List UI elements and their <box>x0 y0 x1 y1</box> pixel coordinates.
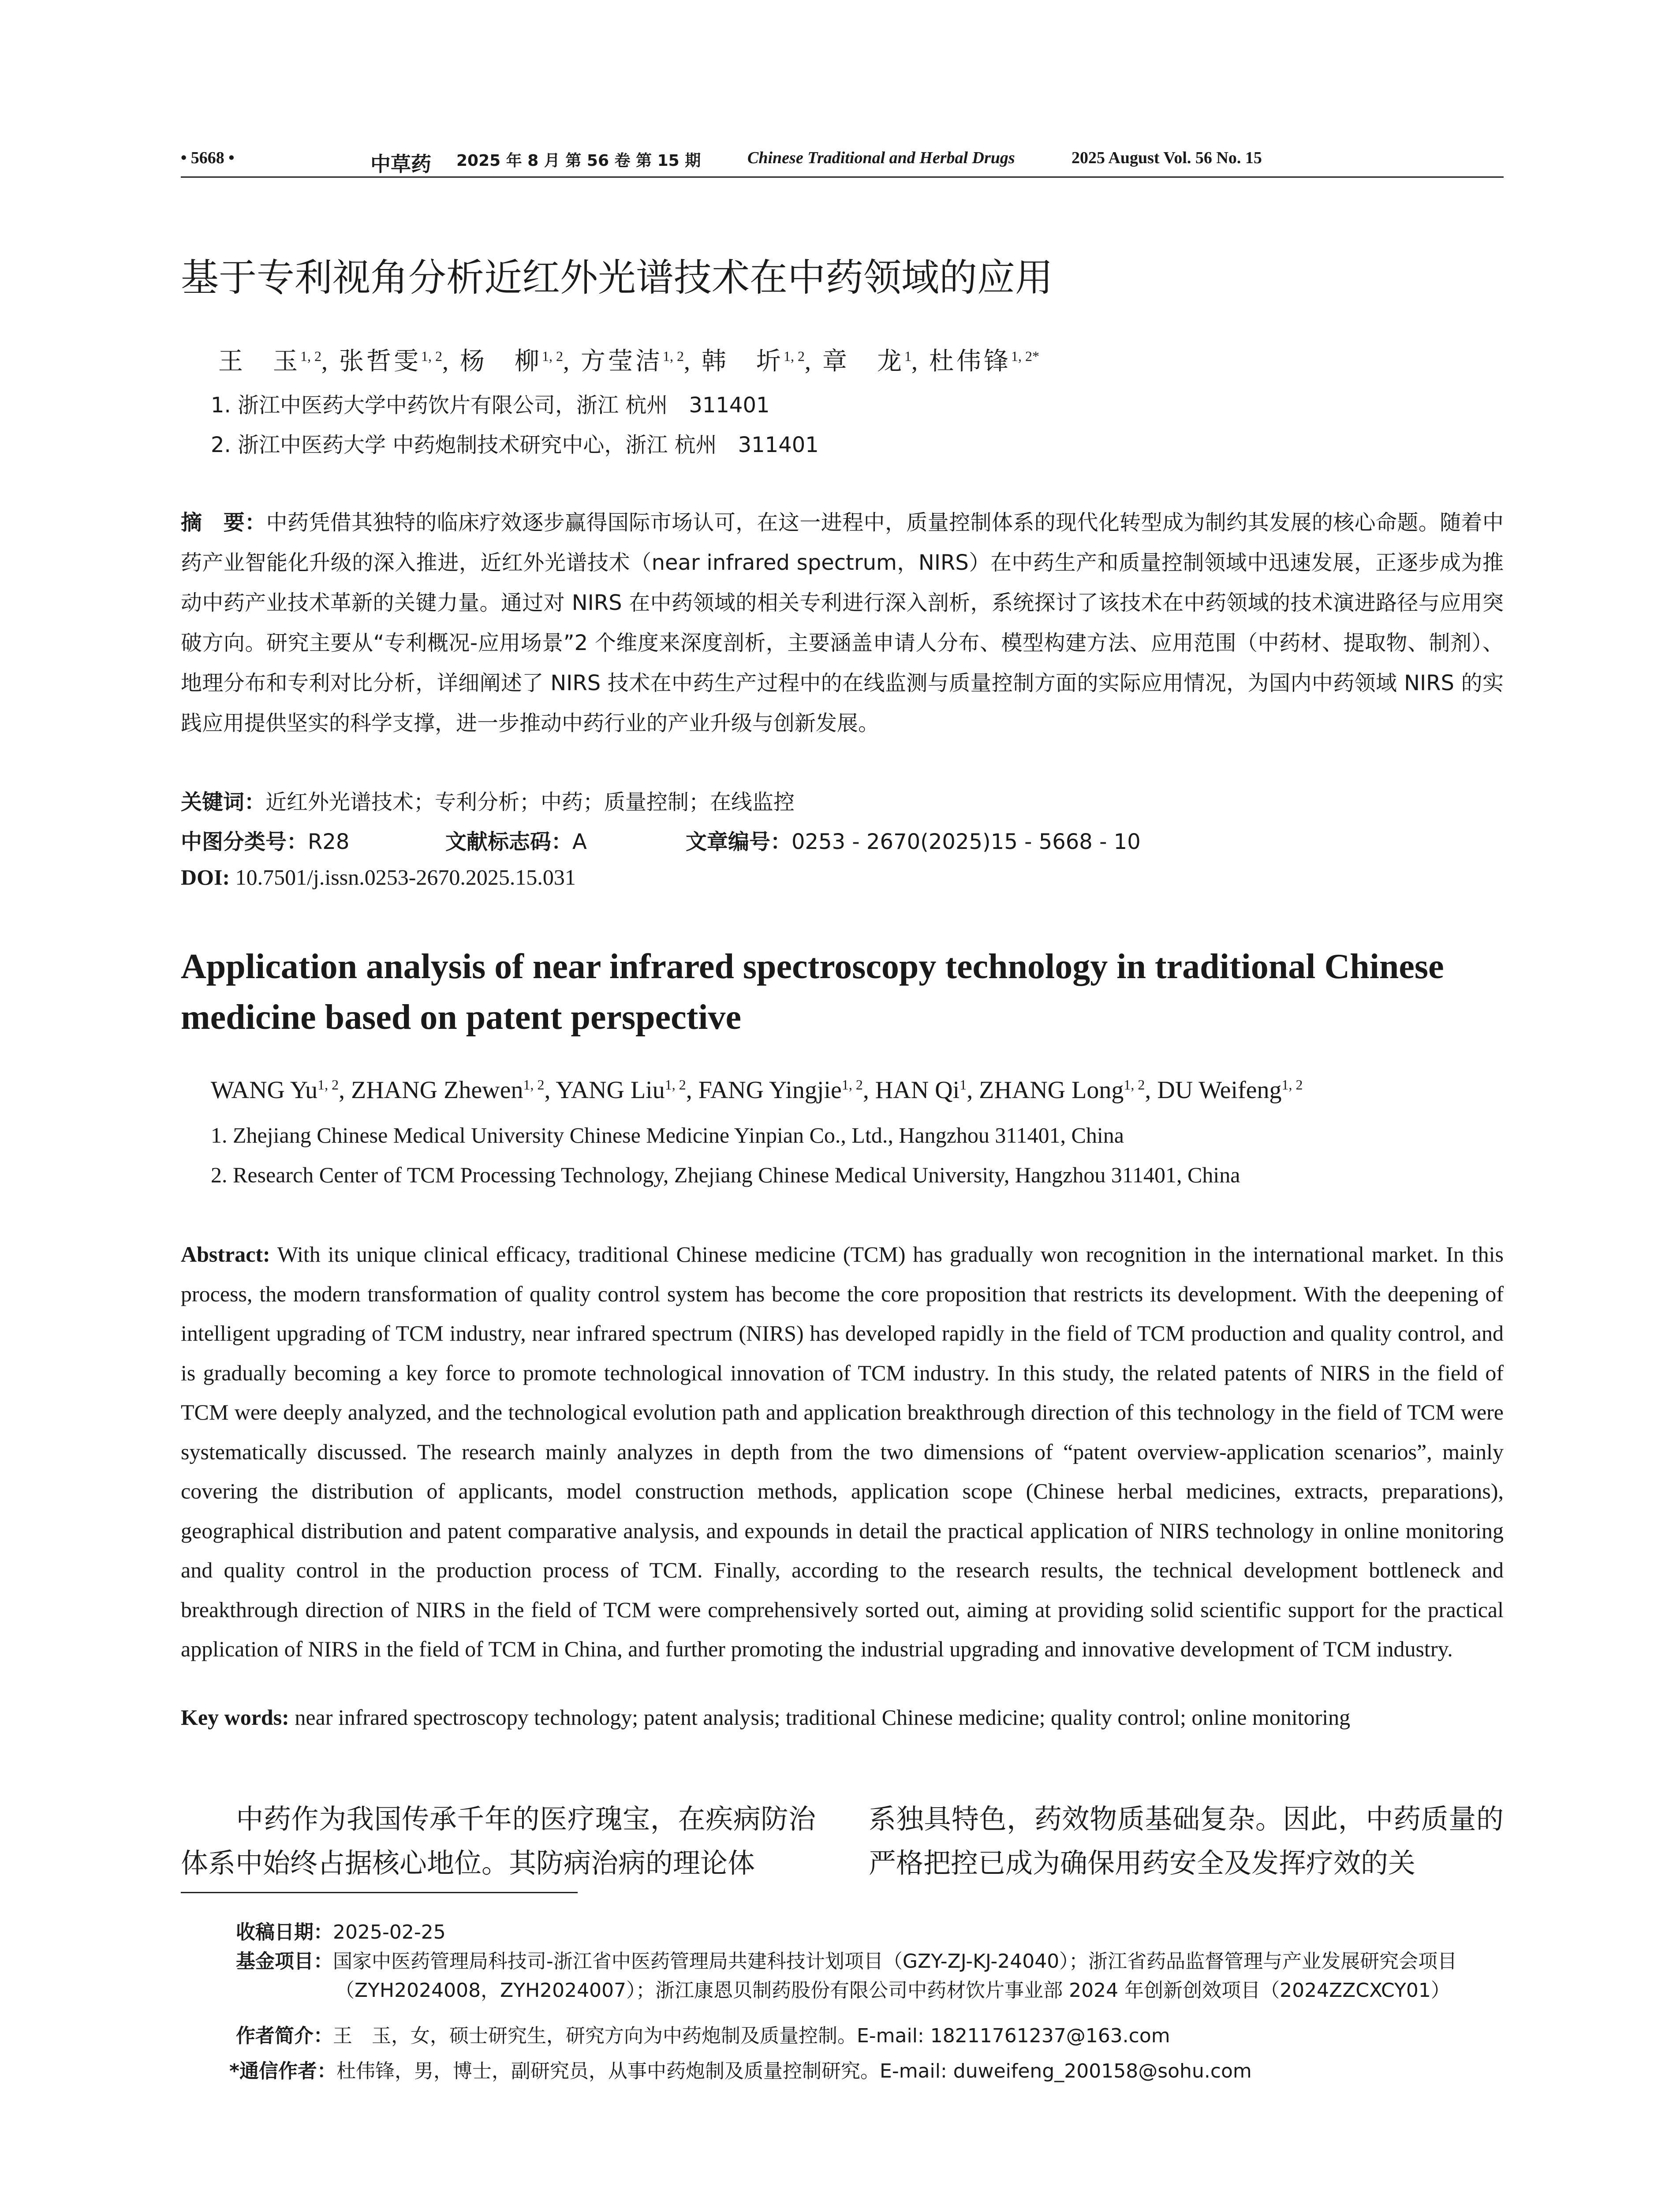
authors-cn: 王 玉$^{1, 2}$, 张哲雯$^{1, 2}$, 杨 柳$^{1, 2}$, 方莹洁$^{1, 2}$, 韩 圻$^{1, 2}$, 章 龙$^1$, 杜伟锋$^{1, 2*}$ <box>218 348 1039 375</box>
received-label: 收稿日期： <box>236 1921 333 1943</box>
author-en: ZHANG Zhewen <box>351 1076 523 1104</box>
keywords-cn <box>181 785 795 815</box>
author-sup: 1 <box>959 1076 967 1093</box>
title-en: Application analysis of near infrared spectroscopy technology in traditional Chinese medicine based on patent perspective <box>181 947 1444 1037</box>
doi-line <box>181 864 576 890</box>
doc-code-label: 文献标志码： <box>445 830 573 854</box>
author-sup: 1, 2 <box>663 348 684 364</box>
body-left-column: 中药作为我国传承千年的医疗瑰宝，在疾病防治体系中始终占据核心地位。其防病治病的理论体 <box>181 1803 816 1879</box>
doc-code <box>445 825 587 855</box>
title-cn: 基于专利视角分析近红外光谱技术在中药领域的应用 <box>181 256 1053 300</box>
doi-label: DOI: <box>181 865 230 889</box>
doc-code-value: A <box>572 830 587 854</box>
abstract-cn-text: 中药凭借其独特的临床疗效逐步赢得国际市场认可，在这一进程中，质量控制体系的现代化转型成为制约其发展的核心命题。随着中药产业智能化升级的深入推进，近红外光谱技术（near infrared spectrum，NIRS）在中药生产和质量控制领域中迅速发展，正逐步成为推动中药产业技术革新的关键力量。通过对 NIRS 在中药领域的相关专利进行深入剖析，系统探讨了该技术在中药领域的技术演进路径与应用突破方向。研究主要从“专利概况-应用场景”2 个维度来深度剖析，主要涵盖申请人分布、模型构建方法、应用范围（中药材、提取物、制剂）、地理分布和专利对比分析，详细阐述了 NIRS 技术在中药生产过程中的在线监测与质量控制方面的实际应用情况，为国内中药领域 NIRS 的实践应用提供坚实的科学支撑，进一步推动中药行业的产业升级与创新发展。 <box>181 510 1504 736</box>
received-date: 2025-02-25 <box>333 1921 446 1943</box>
author-sup: 1 <box>904 348 911 364</box>
author-en: WANG Yu <box>211 1076 318 1104</box>
author-en: DU Weifeng <box>1157 1076 1282 1104</box>
author-sup: 1, 2 <box>317 1076 339 1093</box>
author-cn: 王 玉 <box>218 348 300 375</box>
page-number: • 5668 • <box>181 149 235 167</box>
clc-label: 中图分类号： <box>181 830 308 854</box>
corr-text: 杜伟锋，男，博士，副研究员，从事中药炮制及质量控制研究。E-mail: duweifeng_200158@sohu.com <box>336 2060 1252 2082</box>
author-en: YANG Liu <box>556 1076 665 1104</box>
author-sup: 1, 2 <box>784 348 805 364</box>
author-bio-text: 王 玉，女，硕士研究生，研究方向为中药炮制及质量控制。E-mail: 18211761237@163.com <box>333 2025 1170 2047</box>
classification-line <box>181 825 349 855</box>
author-en: ZHANG Long <box>979 1076 1124 1104</box>
author-cn: 杜伟锋 <box>929 348 1011 375</box>
keywords-cn-text: 近红外光谱技术；专利分析；中药；质量控制；在线监控 <box>265 790 795 815</box>
header-rule <box>181 176 1504 178</box>
author-cn: 章 龙 <box>822 348 904 375</box>
keywords-en-label: Key words: <box>181 1705 289 1730</box>
article-number-label: 文章编号： <box>686 830 792 854</box>
author-cn: 韩 圻 <box>702 348 784 375</box>
author-sup: 1, 2 <box>841 1076 863 1093</box>
abstract-cn-label: 摘 要： <box>181 510 266 535</box>
keywords-en-text: near infrared spectroscopy technology; patent analysis; traditional Chinese medicine; quality control; online monitoring <box>295 1705 1351 1730</box>
fund-text: 国家中医药管理局科技司-浙江省中医药管理局共建科技计划项目（GZY-ZJ-KJ-24040）；浙江省药品监督管理与产业发展研究会项目（ZYH2024008，ZYH2024007）；浙江康恩贝制药股份有限公司中药材饮片事业部 2024 年创新创效项目（2024ZZCXCY01） <box>333 1950 1457 2002</box>
article-number-value: 0253 - 2670(2025)15 - 5668 - 10 <box>791 830 1141 854</box>
footnote-author <box>236 2020 1170 2048</box>
author-sup: 1, 2* <box>1011 348 1039 364</box>
abstract-cn <box>181 503 1504 744</box>
author-sup: 1, 2 <box>421 348 442 364</box>
author-bio-label: 作者简介： <box>236 2025 333 2047</box>
fund-label: 基金项目： <box>236 1950 333 1973</box>
issue-en: 2025 August Vol. 56 No. 15 <box>1071 149 1262 167</box>
journal-name-cn: 中草药 <box>370 152 431 176</box>
affiliation-cn-2: 2. 浙江中医药大学 中药炮制技术研究中心，浙江 杭州 311401 <box>211 433 819 457</box>
abstract-en-label: Abstract: <box>181 1242 270 1267</box>
authors-en: WANG Yu$^{1, 2}$, ZHANG Zhewen$^{1, 2}$, YANG Liu$^{1, 2}$, FANG Yingjie$^{1, 2}$, HAN Qi$^1$, ZHANG Long$^{1, 2}$, DU Weifeng$^{1, 2}$ <box>211 1076 1303 1104</box>
author-sup: 1, 2 <box>523 1076 545 1093</box>
corr-label: *通信作者： <box>229 2060 337 2082</box>
author-sup: 1, 2 <box>542 348 563 364</box>
clc-value: R28 <box>308 830 350 854</box>
affiliation-en-1: 1. Zhejiang Chinese Medical University Chinese Medicine Yinpian Co., Ltd., Hangzhou 311401, China <box>211 1123 1124 1147</box>
affiliation-en-2: 2. Research Center of TCM Processing Technology, Zhejiang Chinese Medical University, Hangzhou 311401, China <box>211 1162 1240 1187</box>
author-en: HAN Qi <box>875 1076 960 1104</box>
keywords-cn-label: 关键词： <box>181 790 266 815</box>
running-header <box>181 146 1504 177</box>
footnote-fund <box>236 1947 1504 2005</box>
author-sup: 1, 2 <box>1281 1076 1303 1093</box>
author-cn: 杨 柳 <box>460 348 542 375</box>
article-number <box>686 825 1141 855</box>
footnote-received <box>236 1916 446 1944</box>
body-right-column: 系独具特色，药效物质基础复杂。因此，中药质量的严格把控已成为确保用药安全及发挥疗效的关 <box>869 1803 1504 1879</box>
doi-value: 10.7501/j.issn.0253-2670.2025.15.031 <box>235 865 576 889</box>
author-en: FANG Yingjie <box>698 1076 842 1104</box>
abstract-en-text: With its unique clinical efficacy, traditional Chinese medicine (TCM) has gradually won recognition in the international market. In this process, the modern transformation of quality control system has become the core proposition that restricts its development. With the deepening of intelligent upgrading of TCM industry, near infrared spectrum (NIRS) has developed rapidly in the field of TCM production and quality control, and is gradually becoming a key force to promote technological innovation of TCM industry. In this study, the related patents of NIRS in the field of TCM were deeply analyzed, and the technological evolution path and application breakthrough direction of this technology in the field of TCM were systematically discussed. The research mainly analyzes in depth from the two dimensions of “patent overview-application scenarios”, mainly covering the distribution of applicants, model construction methods, application scope (Chinese herbal medicines, extracts, preparations), geographical distribution and patent comparative analysis, and expounds in detail the practical application of NIRS technology in online monitoring and quality control in the production process of TCM. Finally, according to the research results, the technical development bottleneck and breakthrough direction of NIRS in the field of TCM were comprehensively sorted out, aiming at providing solid scientific support for the practical application of NIRS in the field of TCM in China, and further promoting the industrial upgrading and innovative development of TCM industry. <box>181 1242 1504 1661</box>
author-cn: 张哲雯 <box>339 348 421 375</box>
author-cn: 方莹洁 <box>581 348 663 375</box>
footnote-corresponding <box>229 2055 1252 2083</box>
affiliation-cn-1: 1. 浙江中医药大学中药饮片有限公司，浙江 杭州 311401 <box>211 393 770 418</box>
author-sup: 1, 2 <box>300 348 321 364</box>
keywords-en <box>181 1704 1350 1730</box>
issue-cn: 2025 年 8 月 第 56 卷 第 15 期 <box>456 152 701 170</box>
abstract-en <box>181 1235 1504 1669</box>
author-sup: 1, 2 <box>1124 1076 1145 1093</box>
journal-name-en: Chinese Traditional and Herbal Drugs <box>747 149 1015 167</box>
footnote-rule <box>181 1892 578 1893</box>
author-sup: 1, 2 <box>665 1076 686 1093</box>
